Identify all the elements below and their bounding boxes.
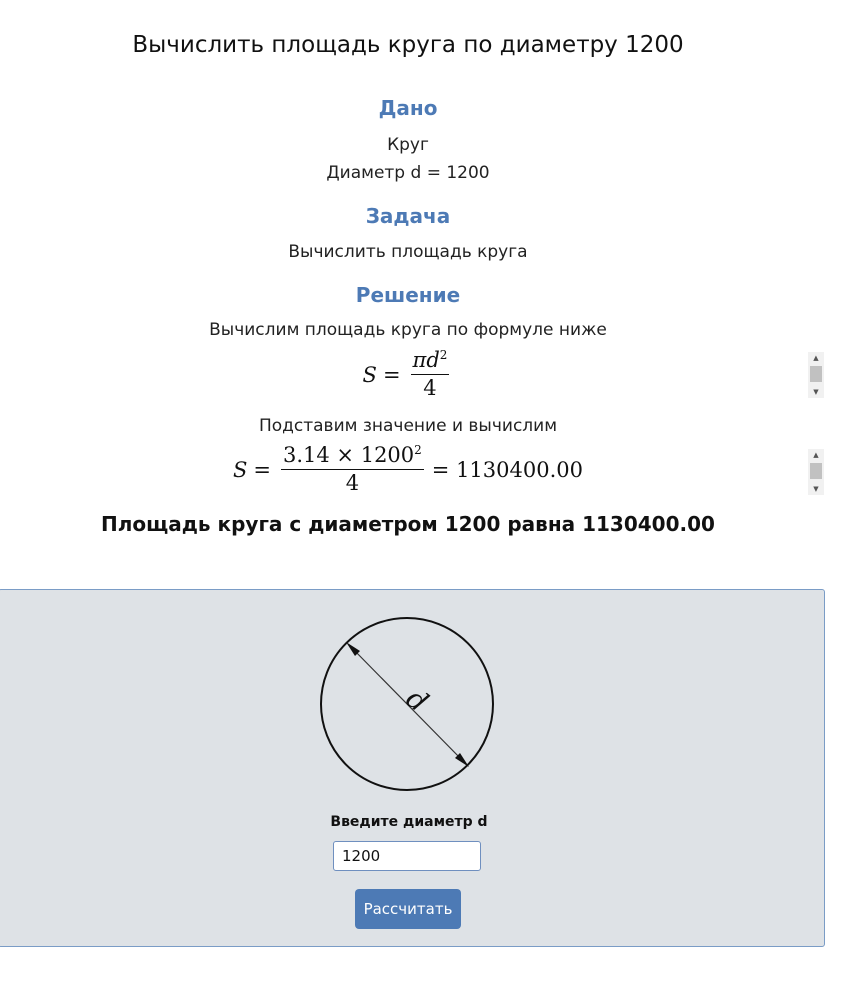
input-label: Введите диаметр d [330,814,488,830]
calc-numerator: 3.14 × 1200 [283,443,415,467]
calc-denominator: 4 [345,471,360,496]
scroll-down-icon[interactable]: ▼ [813,485,819,493]
formula-fraction [411,349,450,400]
scroll-thumb[interactable] [810,463,822,479]
diameter-input[interactable] [333,841,481,871]
answer-text: Площадь круга с диаметром 1200 равна 1130400.00 [101,512,715,536]
calc-formula [0,444,816,495]
calc-fraction [281,444,424,495]
formula-exponent: 2 [439,348,448,362]
scroll-down-icon[interactable]: ▼ [813,388,819,396]
calc-eq: = [253,457,271,482]
formula-numerator: πd [412,348,440,372]
calculate-button[interactable]: Рассчитать [355,889,461,929]
calculator-panel [0,589,825,947]
calc-result: = 1130400.00 [431,457,583,482]
given-shape: Круг [387,135,429,155]
page-title: Вычислить площадь круга по диаметру 1200 [132,32,684,58]
task-heading: Задача [365,204,451,228]
formula-eq: = [382,362,401,387]
given-heading: Дано [378,96,438,120]
formula-lhs: S [362,362,377,387]
formula-intro: Вычислим площадь круга по формуле ниже [209,320,607,340]
task-text: Вычислить площадь круга [288,242,528,262]
diameter-label: d [399,681,435,719]
solution-heading: Решение [355,283,461,307]
circle-diagram [315,610,499,794]
area-formula [0,349,816,400]
formula-denominator: 4 [423,376,437,401]
scroll-up-icon[interactable]: ▲ [813,354,819,362]
scroll-thumb[interactable] [810,366,822,382]
calc-exponent: 2 [414,443,422,457]
calc-lhs: S [233,457,248,482]
formula-scrollbar[interactable] [808,352,824,398]
given-diameter: Диаметр d = 1200 [326,163,490,183]
substitute-intro: Подставим значение и вычислим [258,416,558,436]
calc-scrollbar[interactable] [808,449,824,495]
scroll-up-icon[interactable]: ▲ [813,451,819,459]
